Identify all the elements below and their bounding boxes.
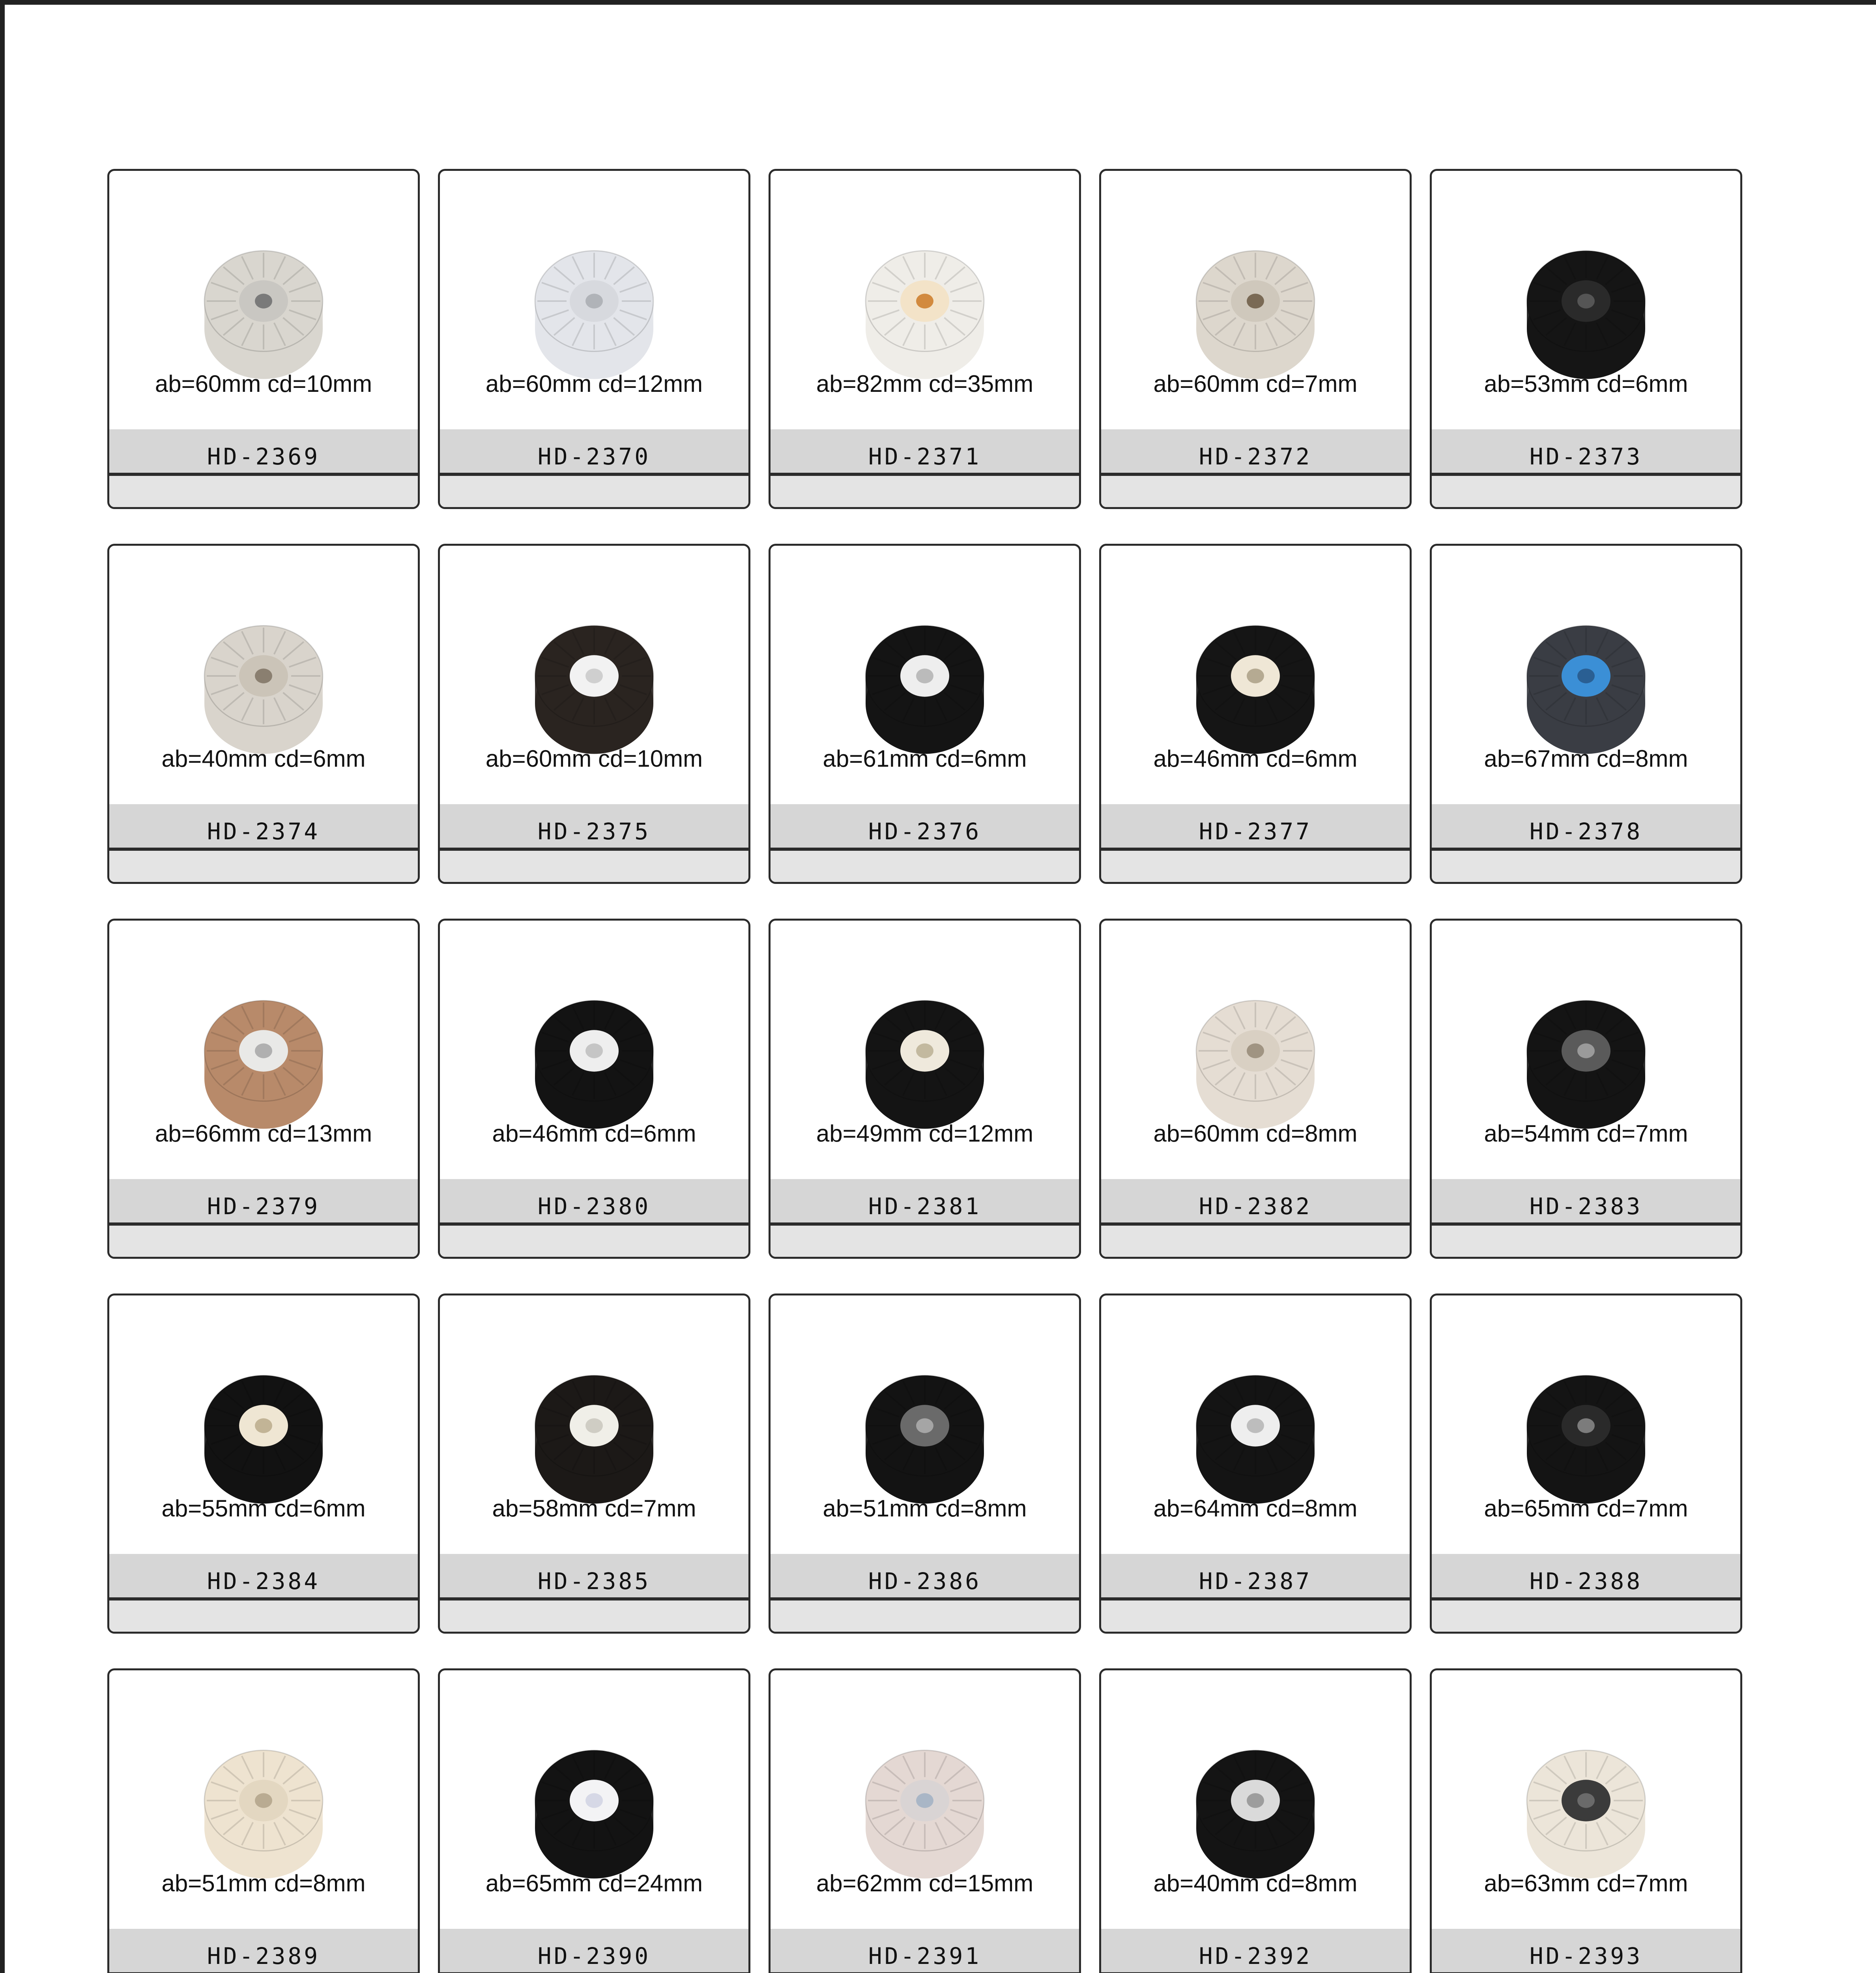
brush-center-hole bbox=[1577, 1418, 1595, 1433]
product-card bbox=[769, 169, 1081, 509]
product-dimensions: ab=46mm cd=6mm bbox=[1153, 745, 1358, 772]
brush-center-hole bbox=[255, 294, 272, 308]
product-card-footer bbox=[771, 851, 1079, 884]
product-code: HD-2380 bbox=[537, 1193, 651, 1220]
product-card-footer bbox=[440, 1226, 748, 1259]
product-dimensions: ab=49mm cd=12mm bbox=[816, 1120, 1034, 1147]
product-code: HD-2381 bbox=[868, 1193, 982, 1220]
brush-center-hole bbox=[585, 294, 603, 308]
product-card bbox=[438, 919, 750, 1259]
product-card bbox=[107, 169, 420, 509]
brush-center-hole bbox=[1577, 1043, 1595, 1058]
product-dimensions: ab=60mm cd=10mm bbox=[155, 371, 372, 397]
product-card bbox=[1099, 169, 1412, 509]
product-card-footer bbox=[1432, 1226, 1740, 1259]
product-card bbox=[107, 919, 420, 1259]
product-card bbox=[1430, 1668, 1742, 1973]
product-card bbox=[438, 1668, 750, 1973]
product-card-footer bbox=[1101, 1226, 1410, 1259]
product-code: HD-2383 bbox=[1529, 1193, 1643, 1220]
product-card bbox=[769, 919, 1081, 1259]
product-card bbox=[769, 1293, 1081, 1634]
page-border-top bbox=[0, 0, 1876, 5]
product-code: HD-2390 bbox=[537, 1943, 651, 1969]
brush-center-hole bbox=[1247, 668, 1264, 683]
product-dimensions: ab=63mm cd=7mm bbox=[1484, 1870, 1688, 1896]
product-code: HD-2391 bbox=[868, 1943, 982, 1969]
product-card-footer bbox=[1101, 851, 1410, 884]
product-card bbox=[438, 169, 750, 509]
brush-center-hole bbox=[916, 1418, 933, 1433]
product-dimensions: ab=82mm cd=35mm bbox=[816, 371, 1034, 397]
product-dimensions: ab=65mm cd=24mm bbox=[485, 1870, 703, 1896]
product-card-footer bbox=[440, 1600, 748, 1634]
product-code: HD-2384 bbox=[207, 1568, 320, 1595]
product-code: HD-2389 bbox=[207, 1943, 320, 1969]
product-card bbox=[1430, 919, 1742, 1259]
brush-center-hole bbox=[585, 1418, 603, 1433]
brush-center-hole bbox=[1577, 1793, 1595, 1808]
brush-center-hole bbox=[1577, 294, 1595, 308]
product-code: HD-2376 bbox=[868, 818, 982, 845]
product-card bbox=[769, 544, 1081, 884]
product-card bbox=[769, 1668, 1081, 1973]
product-card-footer bbox=[1432, 476, 1740, 509]
product-dimensions: ab=65mm cd=7mm bbox=[1484, 1495, 1688, 1522]
product-card bbox=[1099, 1668, 1412, 1973]
product-card bbox=[107, 1293, 420, 1634]
product-dimensions: ab=51mm cd=8mm bbox=[823, 1495, 1027, 1522]
product-code: HD-2374 bbox=[207, 818, 320, 845]
product-code: HD-2388 bbox=[1529, 1568, 1643, 1595]
product-code: HD-2371 bbox=[868, 443, 982, 470]
brush-center-hole bbox=[916, 294, 933, 308]
brush-center-hole bbox=[916, 1793, 933, 1808]
product-card-footer bbox=[771, 1600, 1079, 1634]
page-border-left bbox=[0, 0, 5, 1973]
product-dimensions: ab=60mm cd=10mm bbox=[485, 745, 703, 772]
brush-center-hole bbox=[1247, 1043, 1264, 1058]
product-card bbox=[1099, 544, 1412, 884]
product-code: HD-2385 bbox=[537, 1568, 651, 1595]
product-dimensions: ab=40mm cd=8mm bbox=[1153, 1870, 1358, 1896]
product-card-footer bbox=[771, 476, 1079, 509]
product-card bbox=[107, 1668, 420, 1973]
product-dimensions: ab=60mm cd=8mm bbox=[1153, 1120, 1358, 1147]
product-card bbox=[1099, 919, 1412, 1259]
product-card-footer bbox=[109, 851, 418, 884]
product-code: HD-2370 bbox=[537, 443, 651, 470]
product-grid bbox=[107, 169, 1745, 1973]
product-card bbox=[438, 1293, 750, 1634]
brush-center-hole bbox=[585, 1793, 603, 1808]
product-card-footer bbox=[1432, 851, 1740, 884]
product-dimensions: ab=62mm cd=15mm bbox=[816, 1870, 1034, 1896]
product-card-footer bbox=[440, 476, 748, 509]
brush-center-hole bbox=[916, 1043, 933, 1058]
product-card bbox=[438, 544, 750, 884]
product-card-footer bbox=[1432, 1600, 1740, 1634]
product-dimensions: ab=40mm cd=6mm bbox=[161, 745, 366, 772]
product-card bbox=[1099, 1293, 1412, 1634]
brush-center-hole bbox=[255, 1793, 272, 1808]
product-code: HD-2372 bbox=[1199, 443, 1312, 470]
product-card bbox=[1430, 544, 1742, 884]
product-card-footer bbox=[440, 851, 748, 884]
brush-center-hole bbox=[585, 668, 603, 683]
brush-center-hole bbox=[255, 1043, 272, 1058]
product-code: HD-2378 bbox=[1529, 818, 1643, 845]
product-code: HD-2393 bbox=[1529, 1943, 1643, 1969]
product-dimensions: ab=60mm cd=12mm bbox=[485, 371, 703, 397]
product-code: HD-2382 bbox=[1199, 1193, 1312, 1220]
product-dimensions: ab=58mm cd=7mm bbox=[492, 1495, 696, 1522]
product-dimensions: ab=54mm cd=7mm bbox=[1484, 1120, 1688, 1147]
brush-center-hole bbox=[1247, 1793, 1264, 1808]
product-card bbox=[1430, 1293, 1742, 1634]
product-card-footer bbox=[109, 1600, 418, 1634]
product-code: HD-2375 bbox=[537, 818, 651, 845]
product-dimensions: ab=53mm cd=6mm bbox=[1484, 371, 1688, 397]
product-dimensions: ab=55mm cd=6mm bbox=[161, 1495, 366, 1522]
brush-center-hole bbox=[1247, 294, 1264, 308]
product-dimensions: ab=51mm cd=8mm bbox=[161, 1870, 366, 1896]
brush-center-hole bbox=[255, 1418, 272, 1433]
product-dimensions: ab=66mm cd=13mm bbox=[155, 1120, 372, 1147]
product-dimensions: ab=46mm cd=6mm bbox=[492, 1120, 696, 1147]
product-card bbox=[107, 544, 420, 884]
product-dimensions: ab=61mm cd=6mm bbox=[823, 745, 1027, 772]
product-code: HD-2387 bbox=[1199, 1568, 1312, 1595]
product-code: HD-2373 bbox=[1529, 443, 1643, 470]
brush-center-hole bbox=[585, 1043, 603, 1058]
product-card-footer bbox=[771, 1226, 1079, 1259]
product-dimensions: ab=67mm cd=8mm bbox=[1484, 745, 1688, 772]
product-dimensions: ab=60mm cd=7mm bbox=[1153, 371, 1358, 397]
brush-center-hole bbox=[1247, 1418, 1264, 1433]
brush-center-hole bbox=[255, 668, 272, 683]
product-code: HD-2379 bbox=[207, 1193, 320, 1220]
product-card-footer bbox=[1101, 476, 1410, 509]
product-card-footer bbox=[109, 1226, 418, 1259]
brush-center-hole bbox=[1577, 668, 1595, 683]
product-card-footer bbox=[1101, 1600, 1410, 1634]
brush-center-hole bbox=[916, 668, 933, 683]
product-card bbox=[1430, 169, 1742, 509]
product-dimensions: ab=64mm cd=8mm bbox=[1153, 1495, 1358, 1522]
product-code: HD-2377 bbox=[1199, 818, 1312, 845]
product-code: HD-2392 bbox=[1199, 1943, 1312, 1969]
product-card-footer bbox=[109, 476, 418, 509]
product-code: HD-2369 bbox=[207, 443, 320, 470]
product-code: HD-2386 bbox=[868, 1568, 982, 1595]
